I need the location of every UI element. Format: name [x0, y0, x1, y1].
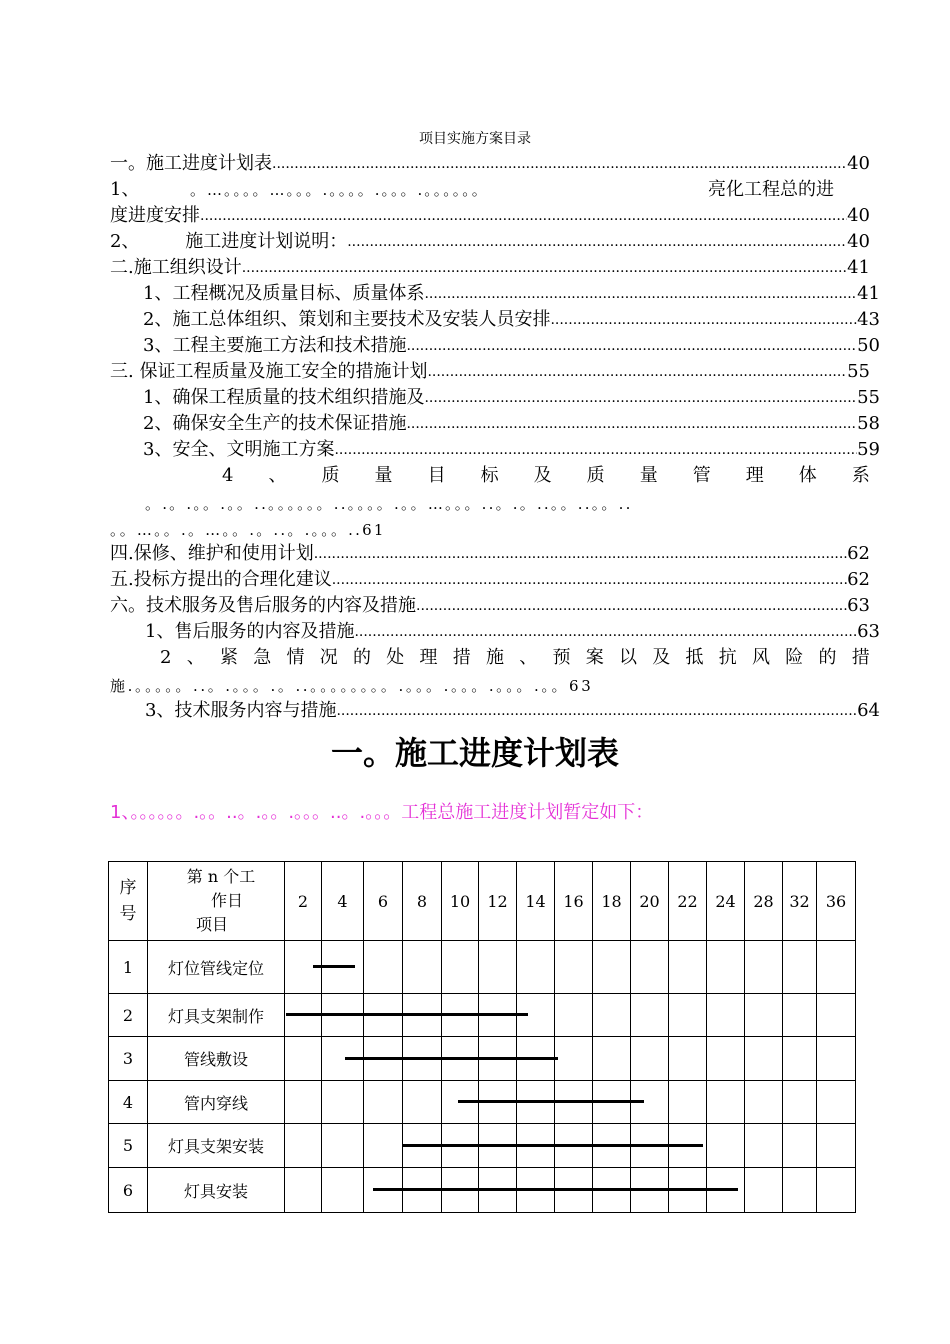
day-header: 28 [745, 862, 783, 941]
toc-entry-page: 55 [857, 387, 880, 408]
toc-entry [145, 699, 880, 723]
toc-entry-page: 40 [847, 153, 870, 174]
toc-char: 及 [652, 647, 671, 668]
gantt-header-row [109, 862, 856, 941]
day-header: 4 [322, 862, 364, 941]
toc-entry-text: 二.施工组织设计 [110, 257, 242, 278]
day-header: 18 [593, 862, 631, 941]
toc-char: 量 [639, 465, 658, 486]
gantt-table [108, 861, 856, 1213]
toc-entry-page: 40 [847, 205, 870, 226]
toc-char: 的 [818, 647, 837, 668]
toc-entry-page: 62 [847, 543, 870, 564]
toc-entry-justified [222, 464, 870, 488]
toc-entry-page: 63 [857, 621, 880, 642]
day-header: 2 [285, 862, 322, 941]
gantt-bar [286, 1013, 528, 1016]
day-header: 22 [669, 862, 707, 941]
toc-entry [143, 412, 880, 436]
toc-char: 急 [253, 647, 272, 668]
toc-entry-text: 3、技术服务内容与措施 [145, 700, 337, 721]
toc-entry-page: 55 [847, 361, 870, 382]
gantt-bar [345, 1057, 559, 1060]
toc-entry [110, 204, 870, 228]
toc-entry-page: 43 [857, 309, 880, 330]
toc-char: 系 [851, 465, 870, 486]
toc-entry-page: 64 [857, 700, 880, 721]
toc-char: 情 [286, 647, 305, 668]
toc-entry [110, 230, 870, 254]
toc-char: 质 [586, 465, 605, 486]
toc-char: 措 [452, 647, 471, 668]
toc-entry-text: 1、 [110, 179, 140, 200]
toc-char: 标 [480, 465, 499, 486]
toc-entry-text: 1、工程概况及质量目标、质量体系 [143, 283, 425, 304]
day-header: 8 [403, 862, 442, 941]
row-index: 3 [109, 1037, 148, 1081]
toc-entry [143, 308, 880, 332]
toc-entry-text: 四.保修、维护和使用计划 [110, 543, 314, 564]
day-header: 10 [442, 862, 479, 941]
toc-char: 险 [785, 647, 804, 668]
toc-entry [145, 620, 880, 644]
row-index: 5 [109, 1124, 148, 1168]
toc-char: 、 [268, 465, 287, 486]
toc-entry-tail: 亮化工程总的进 [708, 179, 834, 200]
toc-entry-text: 2、施工总体组织、策划和主要技术及安装人员安排 [143, 309, 551, 330]
toc-entry [110, 152, 870, 176]
toc-char: 紧 [219, 647, 238, 668]
header-index: 序号 [109, 862, 148, 941]
gantt-row [109, 941, 856, 994]
toc-char: 风 [751, 647, 770, 668]
toc-entry-page: 58 [857, 413, 880, 434]
toc-char: 管 [692, 465, 711, 486]
toc-char: 预 [552, 647, 571, 668]
gantt-bar [403, 1144, 703, 1147]
row-item: 管内穿线 [148, 1081, 285, 1124]
toc-entry-text: 度进度安排 [110, 205, 200, 226]
row-item: 灯位管线定位 [148, 941, 285, 994]
toc-char: 体 [798, 465, 817, 486]
toc-char: 量 [374, 465, 393, 486]
toc-entry [110, 568, 870, 592]
toc-entry-text: 1、售后服务的内容及措施 [145, 621, 355, 642]
toc-entry-justified [160, 646, 870, 670]
toc-entry-page: 41 [847, 257, 870, 278]
row-item: 灯具安装 [148, 1168, 285, 1213]
doc-title: 项目实施方案目录 [419, 131, 531, 147]
toc-char: 质 [321, 465, 340, 486]
toc-entry [110, 542, 870, 566]
day-header: 14 [517, 862, 555, 941]
toc-char: 4 [222, 465, 234, 486]
toc-char: 案 [585, 647, 604, 668]
toc-entry [143, 386, 880, 410]
toc-entry-text: 3、工程主要施工方法和技术措施 [143, 335, 407, 356]
toc-entry-text: 3、安全、文明施工方案 [143, 439, 335, 460]
day-header: 24 [707, 862, 745, 941]
toc-entry-dots: 。。…。。.。…。。.。..。.。。。..61 [110, 521, 386, 539]
toc-entry-page: 63 [847, 595, 870, 616]
toc-entry [143, 334, 880, 358]
gantt-bar [313, 965, 355, 968]
toc-char: 理 [745, 465, 764, 486]
row-item: 灯具支架安装 [148, 1124, 285, 1168]
toc-entry [143, 282, 880, 306]
day-header: 36 [817, 862, 856, 941]
toc-entry-text: 1、确保工程质量的技术组织措施及 [143, 387, 425, 408]
toc-entry-text: 2、 施工进度计划说明： [110, 231, 348, 252]
toc-char: 、 [519, 647, 538, 668]
toc-entry [110, 360, 870, 384]
row-index: 6 [109, 1168, 148, 1213]
day-header: 12 [479, 862, 517, 941]
row-index: 1 [109, 941, 148, 994]
toc-char: 处 [386, 647, 405, 668]
toc-entry-page: 59 [857, 439, 880, 460]
toc-char: 、 [186, 647, 205, 668]
toc-entry-page: 62 [847, 569, 870, 590]
toc-char: 况 [319, 647, 338, 668]
toc-char: 施 [485, 647, 504, 668]
toc-entry-page: 50 [857, 335, 880, 356]
toc-entry-text: 五.投标方提出的合理化建议 [110, 569, 332, 590]
day-header: 20 [631, 862, 669, 941]
toc-char: 措 [851, 647, 870, 668]
toc-char: 及 [533, 465, 552, 486]
toc-entry-text: 六。技术服务及售后服务的内容及措施 [110, 595, 416, 616]
toc-entry [110, 178, 870, 202]
toc-char: 目 [427, 465, 446, 486]
toc-char: 2 [160, 647, 172, 668]
toc-entry-dots: 。…。。。。…。。。.。。。。.。。。.。。。。。。 [190, 181, 489, 199]
row-item: 管线敷设 [148, 1037, 285, 1081]
row-index: 4 [109, 1081, 148, 1124]
header-item: 第 n 个工 作日 项目 [148, 862, 285, 941]
toc-char: 以 [618, 647, 637, 668]
row-index: 2 [109, 994, 148, 1037]
day-header: 16 [555, 862, 593, 941]
row-item: 灯具支架制作 [148, 994, 285, 1037]
toc-entry-page: 40 [847, 231, 870, 252]
gantt-bar [373, 1188, 738, 1191]
toc-entry-text: 三. 保证工程质量及施工安全的措施计划 [110, 361, 428, 382]
toc-entry-dots: 施.。。。。。..。.。。。.。..。。。。。。。。.。。。.。。。.。。。.。。63 [110, 677, 594, 695]
toc-entry [110, 256, 870, 280]
toc-entry-text: 2、确保安全生产的技术保证措施 [143, 413, 407, 434]
gantt-bar [458, 1100, 644, 1103]
toc-char: 抗 [718, 647, 737, 668]
toc-entry [110, 594, 870, 618]
toc-char: 抵 [685, 647, 704, 668]
day-header: 32 [783, 862, 817, 941]
toc-entry-dots: 。.。.。。.。。..。。。。。。..。。。。.。。…。。。..。.。..。。..。。.. [145, 495, 633, 513]
day-header: 6 [364, 862, 403, 941]
schedule-intro: 1、。。。。。。.。。..。.。。.。。。..。.。。。工程总施工进度计划暂定如下： [110, 802, 654, 823]
toc-char: 理 [419, 647, 438, 668]
toc-entry [143, 438, 880, 462]
section-title: 一。施工进度计划表 [330, 734, 619, 772]
toc-char: 的 [352, 647, 371, 668]
toc-entry-text: 一。施工进度计划表 [110, 153, 272, 174]
toc-entry-page: 41 [857, 283, 880, 304]
